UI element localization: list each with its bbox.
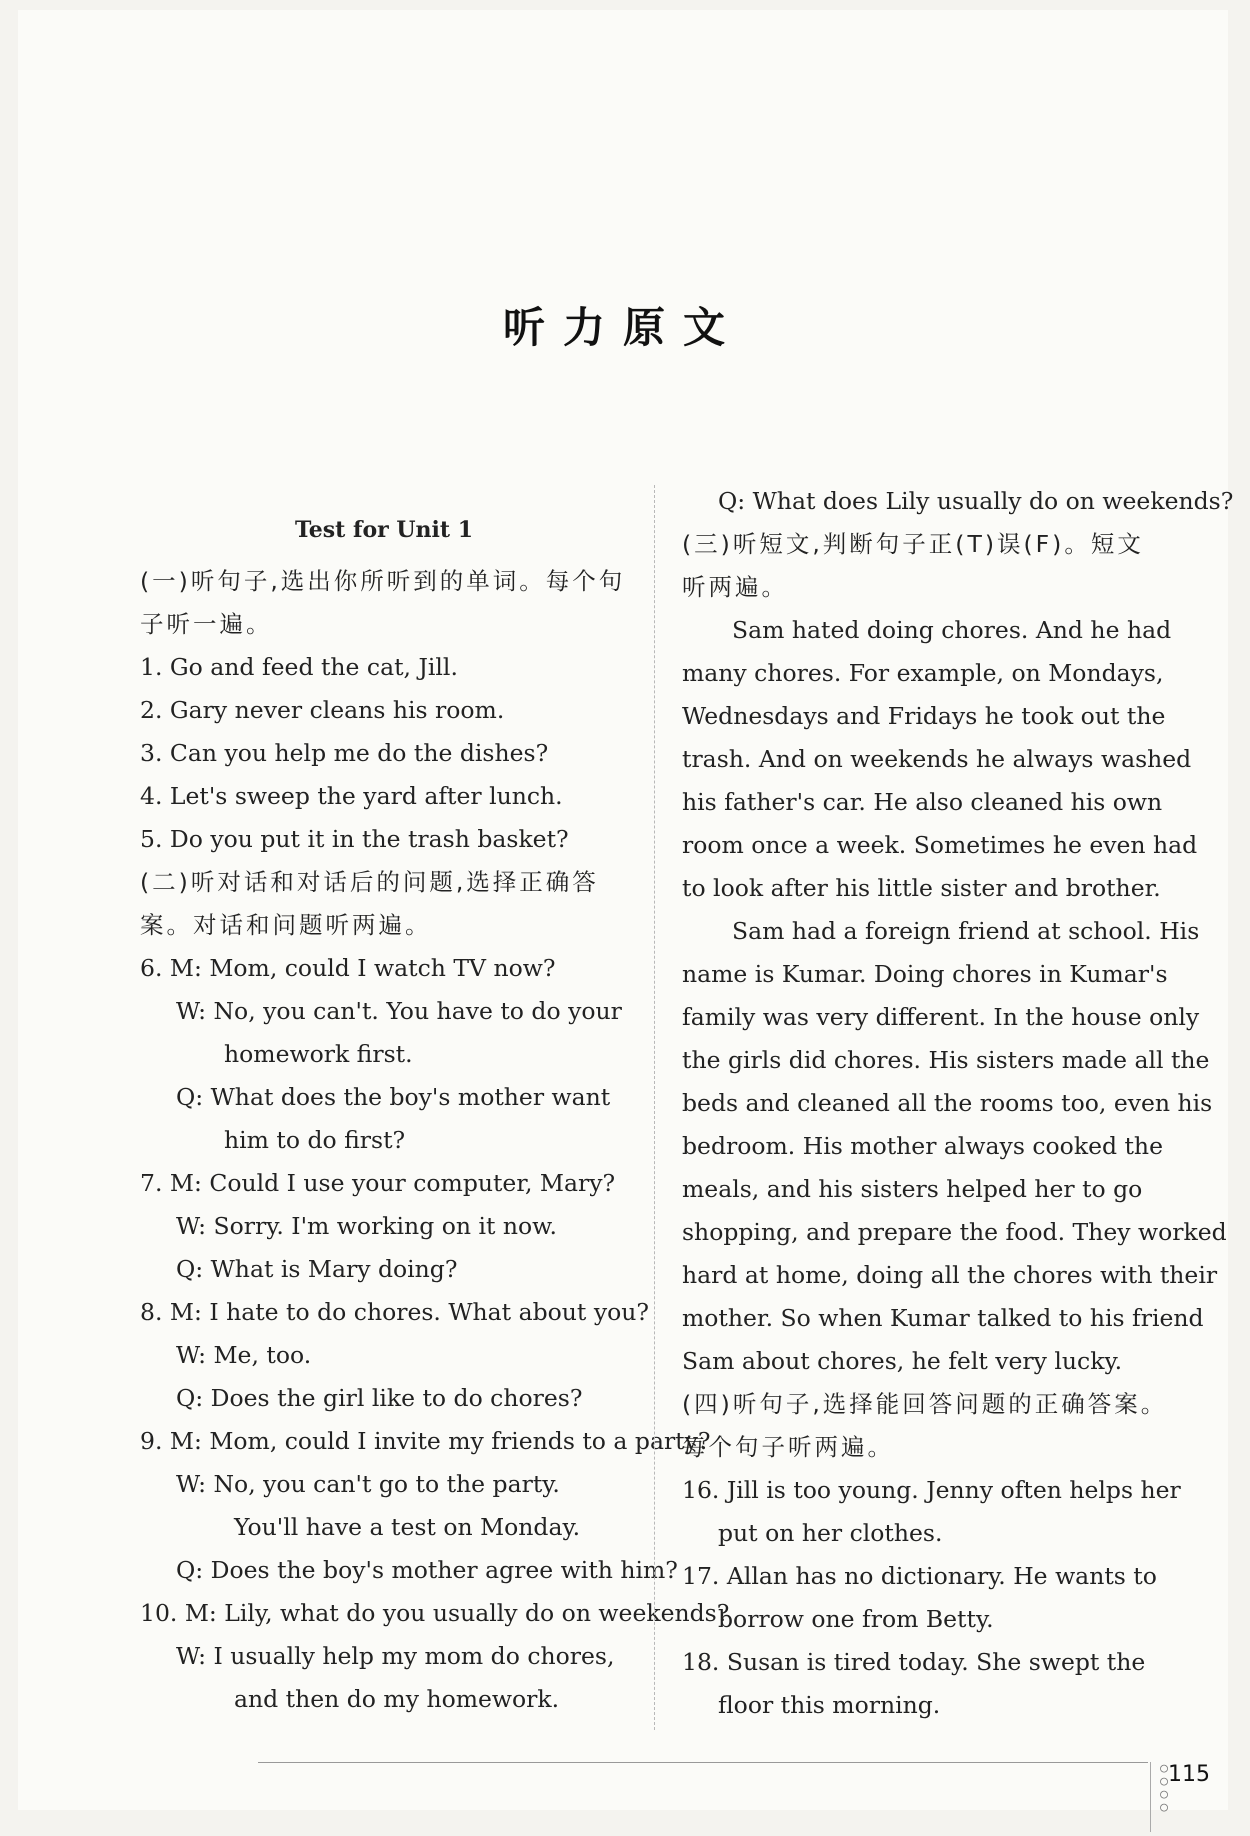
column-divider	[654, 485, 655, 1730]
text-line: 每个句子听两遍。	[682, 1433, 894, 1461]
text-line: 8. M: I hate to do chores. What about you?	[140, 1298, 649, 1326]
text-line: family was very different. In the house only	[682, 1003, 1200, 1031]
text-line: 7. M: Could I use your computer, Mary?	[140, 1169, 616, 1197]
text-line: W: Sorry. I'm working on it now.	[176, 1212, 557, 1240]
text-line: 3. Can you help me do the dishes?	[140, 739, 549, 767]
text-line: Q: What is Mary doing?	[176, 1255, 458, 1283]
text-line: 18. Susan is tired today. She swept the	[682, 1648, 1146, 1676]
text-line: mother. So when Kumar talked to his friend	[682, 1304, 1204, 1332]
text-line: room once a week. Sometimes he even had	[682, 831, 1198, 859]
text-line: to look after his little sister and brother.	[682, 874, 1161, 902]
text-line: 10. M: Lily, what do you usually do on weekends?	[140, 1599, 730, 1627]
text-line: 2. Gary never cleans his room.	[140, 696, 505, 724]
unit-title: Test for Unit 1	[294, 517, 474, 543]
text-line: borrow one from Betty.	[718, 1605, 994, 1633]
text-line: (三)听短文,判断句子正(T)误(F)。短文	[682, 530, 1144, 558]
text-line: 案。对话和问题听两遍。	[140, 911, 432, 939]
text-line: many chores. For example, on Mondays,	[682, 659, 1164, 687]
text-line: Sam had a foreign friend at school. His	[732, 917, 1200, 945]
text-line: name is Kumar. Doing chores in Kumar's	[682, 960, 1168, 988]
corner-marks: ○ ○ ○ ○	[1150, 1762, 1177, 1832]
text-line: 听两遍。	[682, 573, 788, 601]
left-column	[140, 480, 730, 1721]
text-line: meals, and his sisters helped her to go	[682, 1175, 1143, 1203]
text-line: 子听一遍。	[140, 610, 273, 638]
page-title: 听力原文	[502, 303, 743, 352]
text-line: and then do my homework.	[234, 1685, 560, 1713]
text-line: (二)听对话和对话后的问题,选择正确答	[140, 868, 599, 896]
text-line: You'll have a test on Monday.	[234, 1513, 581, 1541]
text-line: Wednesdays and Fridays he took out the	[682, 702, 1166, 730]
text-line: Q: What does the boy's mother want	[176, 1083, 611, 1111]
text-line: Sam about chores, he felt very lucky.	[682, 1347, 1123, 1375]
text-line: hard at home, doing all the chores with their	[682, 1261, 1218, 1289]
text-line: put on her clothes.	[718, 1519, 943, 1547]
text-line: 6. M: Mom, could I watch TV now?	[140, 954, 556, 982]
text-line: his father's car. He also cleaned his own	[682, 788, 1163, 816]
text-line: Sam hated doing chores. And he had	[732, 616, 1172, 644]
text-line: bedroom. His mother always cooked the	[682, 1132, 1163, 1160]
text-line: beds and cleaned all the rooms too, even his	[682, 1089, 1213, 1117]
text-line: floor this morning.	[718, 1691, 941, 1719]
text-line: W: No, you can't. You have to do your	[176, 997, 622, 1025]
document-page	[18, 10, 1234, 1815]
text-line: W: Me, too.	[176, 1341, 312, 1369]
text-line: Q: What does Lily usually do on weekends?	[718, 487, 1234, 515]
text-line: (一)听句子,选出你所听到的单词。每个句	[140, 567, 626, 595]
text-line: (四)听句子,选择能回答问题的正确答案。	[682, 1390, 1168, 1418]
page-number: 115	[1168, 1762, 1210, 1787]
footer-rule	[258, 1762, 1148, 1763]
text-line: homework first.	[224, 1040, 413, 1068]
text-line: trash. And on weekends he always washed	[682, 745, 1192, 773]
text-line: 5. Do you put it in the trash basket?	[140, 825, 569, 853]
text-line: Q: Does the boy's mother agree with him?	[176, 1556, 678, 1584]
text-line: shopping, and prepare the food. They worked	[682, 1218, 1227, 1246]
text-line: W: No, you can't go to the party.	[176, 1470, 560, 1498]
text-line: W: I usually help my mom do chores,	[176, 1642, 615, 1670]
text-line: 4. Let's sweep the yard after lunch.	[140, 782, 563, 810]
text-line: 1. Go and feed the cat, Jill.	[140, 653, 458, 681]
text-line: the girls did chores. His sisters made all the	[682, 1046, 1210, 1074]
right-column	[682, 480, 1234, 1727]
text-line: 16. Jill is too young. Jenny often helps her	[682, 1476, 1181, 1504]
text-line: 9. M: Mom, could I invite my friends to a party?	[140, 1427, 711, 1455]
text-line: Q: Does the girl like to do chores?	[176, 1384, 583, 1412]
text-line: him to do first?	[224, 1126, 406, 1154]
text-line: 17. Allan has no dictionary. He wants to	[682, 1562, 1157, 1590]
